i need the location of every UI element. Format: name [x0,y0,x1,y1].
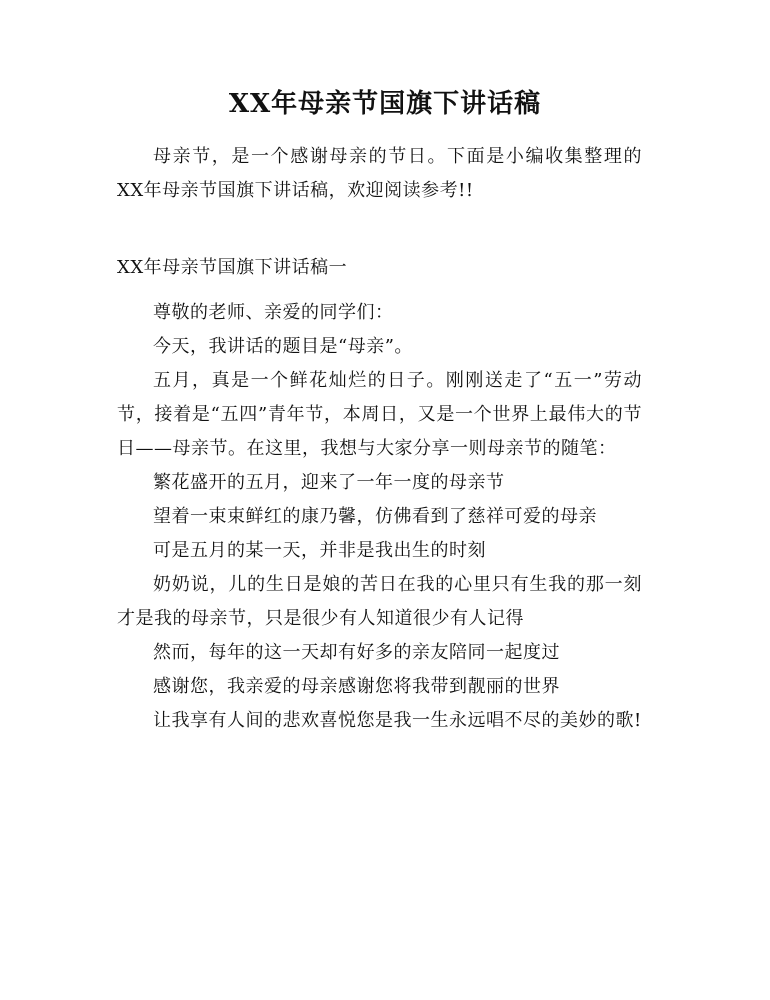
speech-paragraph-friends: 然而，每年的这一天却有好多的亲友陪同一起度过 [153,642,560,663]
speech-paragraph-greeting: 尊敬的老师、亲爱的同学们： [153,302,394,323]
speech-paragraph-carnations: 望着一束束鲜红的康乃馨，仿佛看到了慈祥可爱的母亲 [153,506,597,527]
speech-paragraph-topic: 今天，我讲话的题目是“母亲”。 [153,336,413,357]
speech-paragraph-flowers: 繁花盛开的五月，迎来了一年一度的母亲节 [153,472,505,493]
speech-paragraph-may: 五月，真是一个鲜花灿烂的日子。刚刚送走了“五一”劳动节，接着是“五四”青年节，本周日，又是一个世界上最伟大的节日——母亲节。在这里，我想与大家分享一则母亲节的随笔： [117,370,642,459]
intro-block [117,140,642,208]
intro-paragraph: 母亲节，是一个感谢母亲的节日。下面是小编收集整理的XX年母亲节国旗下讲话稿，欢迎阅读参考!! [117,146,642,201]
document-title: XX年母亲节国旗下讲话稿 [228,89,542,119]
speech-paragraph-song: 让我享有人间的悲欢喜悦您是我一生永远唱不尽的美妙的歌! [153,710,642,731]
section-heading: XX年母亲节国旗下讲话稿一 [117,257,348,278]
speech-paragraph-thanks: 感谢您，我亲爱的母亲感谢您将我带到靓丽的世界 [153,676,560,697]
speech-paragraph-grandma: 奶奶说，儿的生日是娘的苦日在我的心里只有生我的那一刻才是我的母亲节，只是很少有人知道很少有人记得 [117,574,642,629]
speech-paragraph-birthday: 可是五月的某一天，并非是我出生的时刻 [153,540,486,561]
speech-body [117,296,642,738]
